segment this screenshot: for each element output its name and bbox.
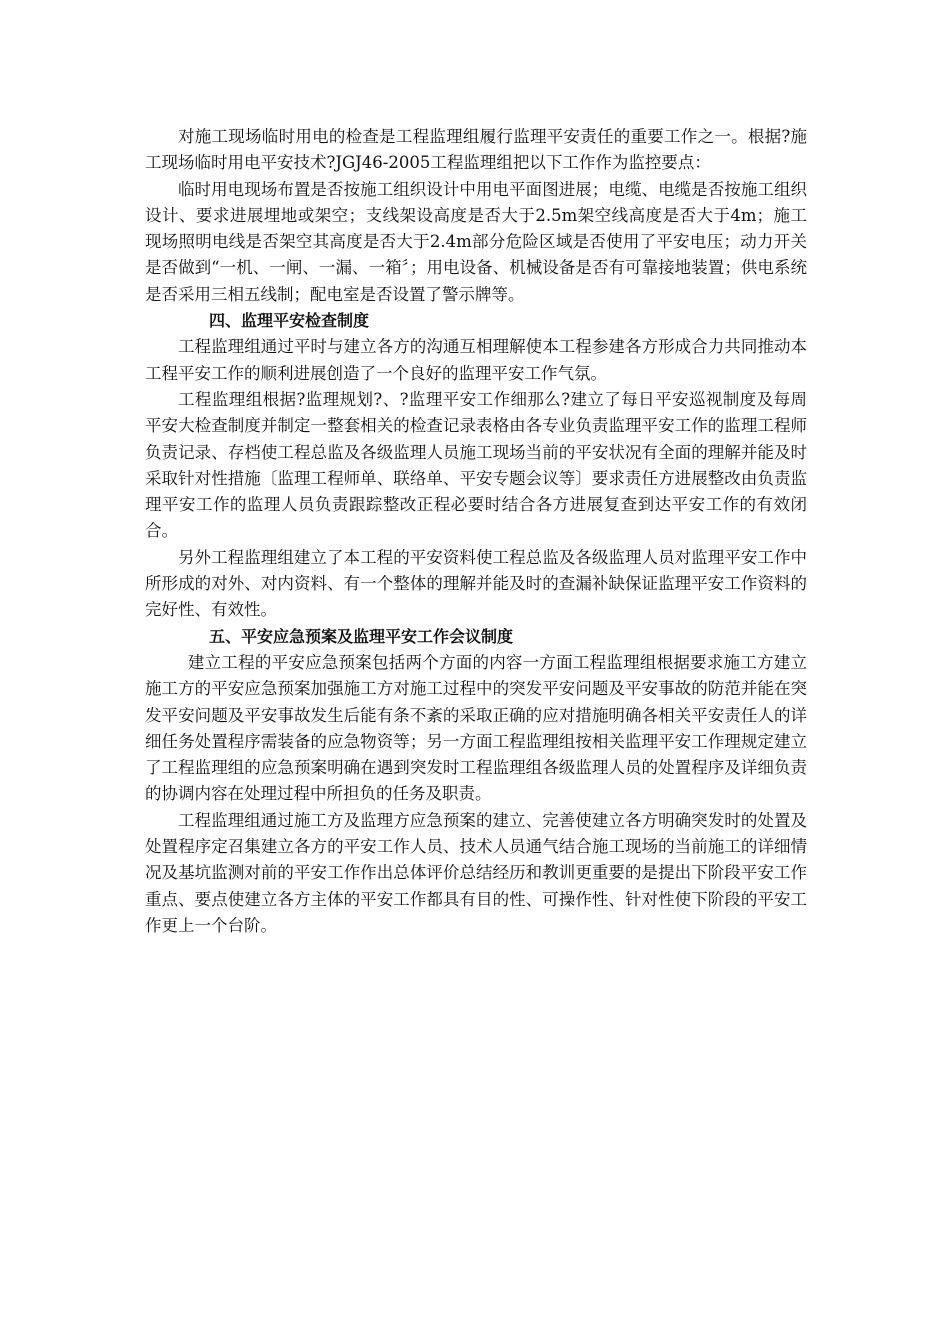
paragraph-checklist: 临时用电现场布置是否按施工组织设计中用电平面图进展；电缆、电缆是否按施工组织设计、要求进展埋地或架空；支线架设高度是否大于2.5m架空线高度是否大于4m；施工现场照明电线是否架空其高度是否大于2.4m部分危险区域是否使用了平安电压；动力开关是否做到“一机、一闸、一漏、一箱〞；用电设备、机械设备是否有可靠接地装置；供电系统是否采用三相五线制；配电室是否设置了警示牌等。 bbox=[145, 179, 807, 304]
section-4-paragraph: 工程监理组通过平时与建立各方的沟通互相理解使本工程参建各方形成合力共同推动本工程平安工作的顺利进展创造了一个良好的监理平安工作气氛。 bbox=[145, 337, 807, 383]
section-4-paragraph: 另外工程监理组建立了本工程的平安资料使工程总监及各级监理人员对监理平安工作中所形成的对外、对内资料、有一个整体的理解并能及时的查漏补缺保证监理平安工作资料的完好性、有效性。 bbox=[145, 547, 807, 620]
section-5-paragraph: 工程监理组通过施工方及监理方应急预案的建立、完善使建立各方明确突发时的处置及处置程序定召集建立各方的平安工作人员、技术人员通气结合施工现场的当前施工的详细情况及基坑监测对前的平安工作作出总体评价总结经历和教训更重要的是提出下阶段平安工作重点、要点使建立各方主体的平安工作都具有目的性、可操作性、针对性使下阶段的平安工作更上一个台阶。 bbox=[145, 810, 807, 935]
section-5-paragraph: 建立工程的平安应急预案包括两个方面的内容一方面工程监理组根据要求施工方建立施工方的平安应急预案加强施工方对施工过程中的突发平安问题及平安事故的防范并能在突发平安问题及平安事故发生后能有条不紊的采取正确的应对措施明确各相关平安责任人的详细任务处置程序需装备的应急物资等；另一方面工程监理组按相关监理平安工作理规定建立了工程监理组的应急预案明确在遇到突发时工程监理组各级监理人员的处置程序及详细负责的协调内容在处理过程中所担负的任务及职责。 bbox=[145, 652, 807, 804]
section-heading-5: 五、平安应急预案及监理平安工作会议制度 bbox=[209, 626, 514, 646]
section-heading-4: 四、监理平安检查制度 bbox=[209, 311, 370, 331]
document-body bbox=[145, 124, 807, 939]
section-4-paragraph: 工程监理组根据?监理规划?、?监理平安工作细那么?建立了每日平安巡视制度及每周平安大检查制度并制定一整套相关的检查记录表格由各专业负责监理平安工作的监理工程师负责记录、存档使工程总监及各级监理人员施工现场当前的平安状况有全面的理解并能及时采取针对性措施〔监理工程师单、联络单、平安专题会议等〕要求责任方进展整改由负责监理平安工作的监理人员负责跟踪整改正程必要时结合各方进展复查到达平安工作的有效闭合。 bbox=[145, 389, 807, 541]
paragraph-intro: 对施工现场临时用电的检查是工程监理组履行监理平安责任的重要工作之一。根据?施工现场临时用电平安技术?JGJ46-2005工程监理组把以下工作作为监控要点： bbox=[145, 127, 807, 173]
